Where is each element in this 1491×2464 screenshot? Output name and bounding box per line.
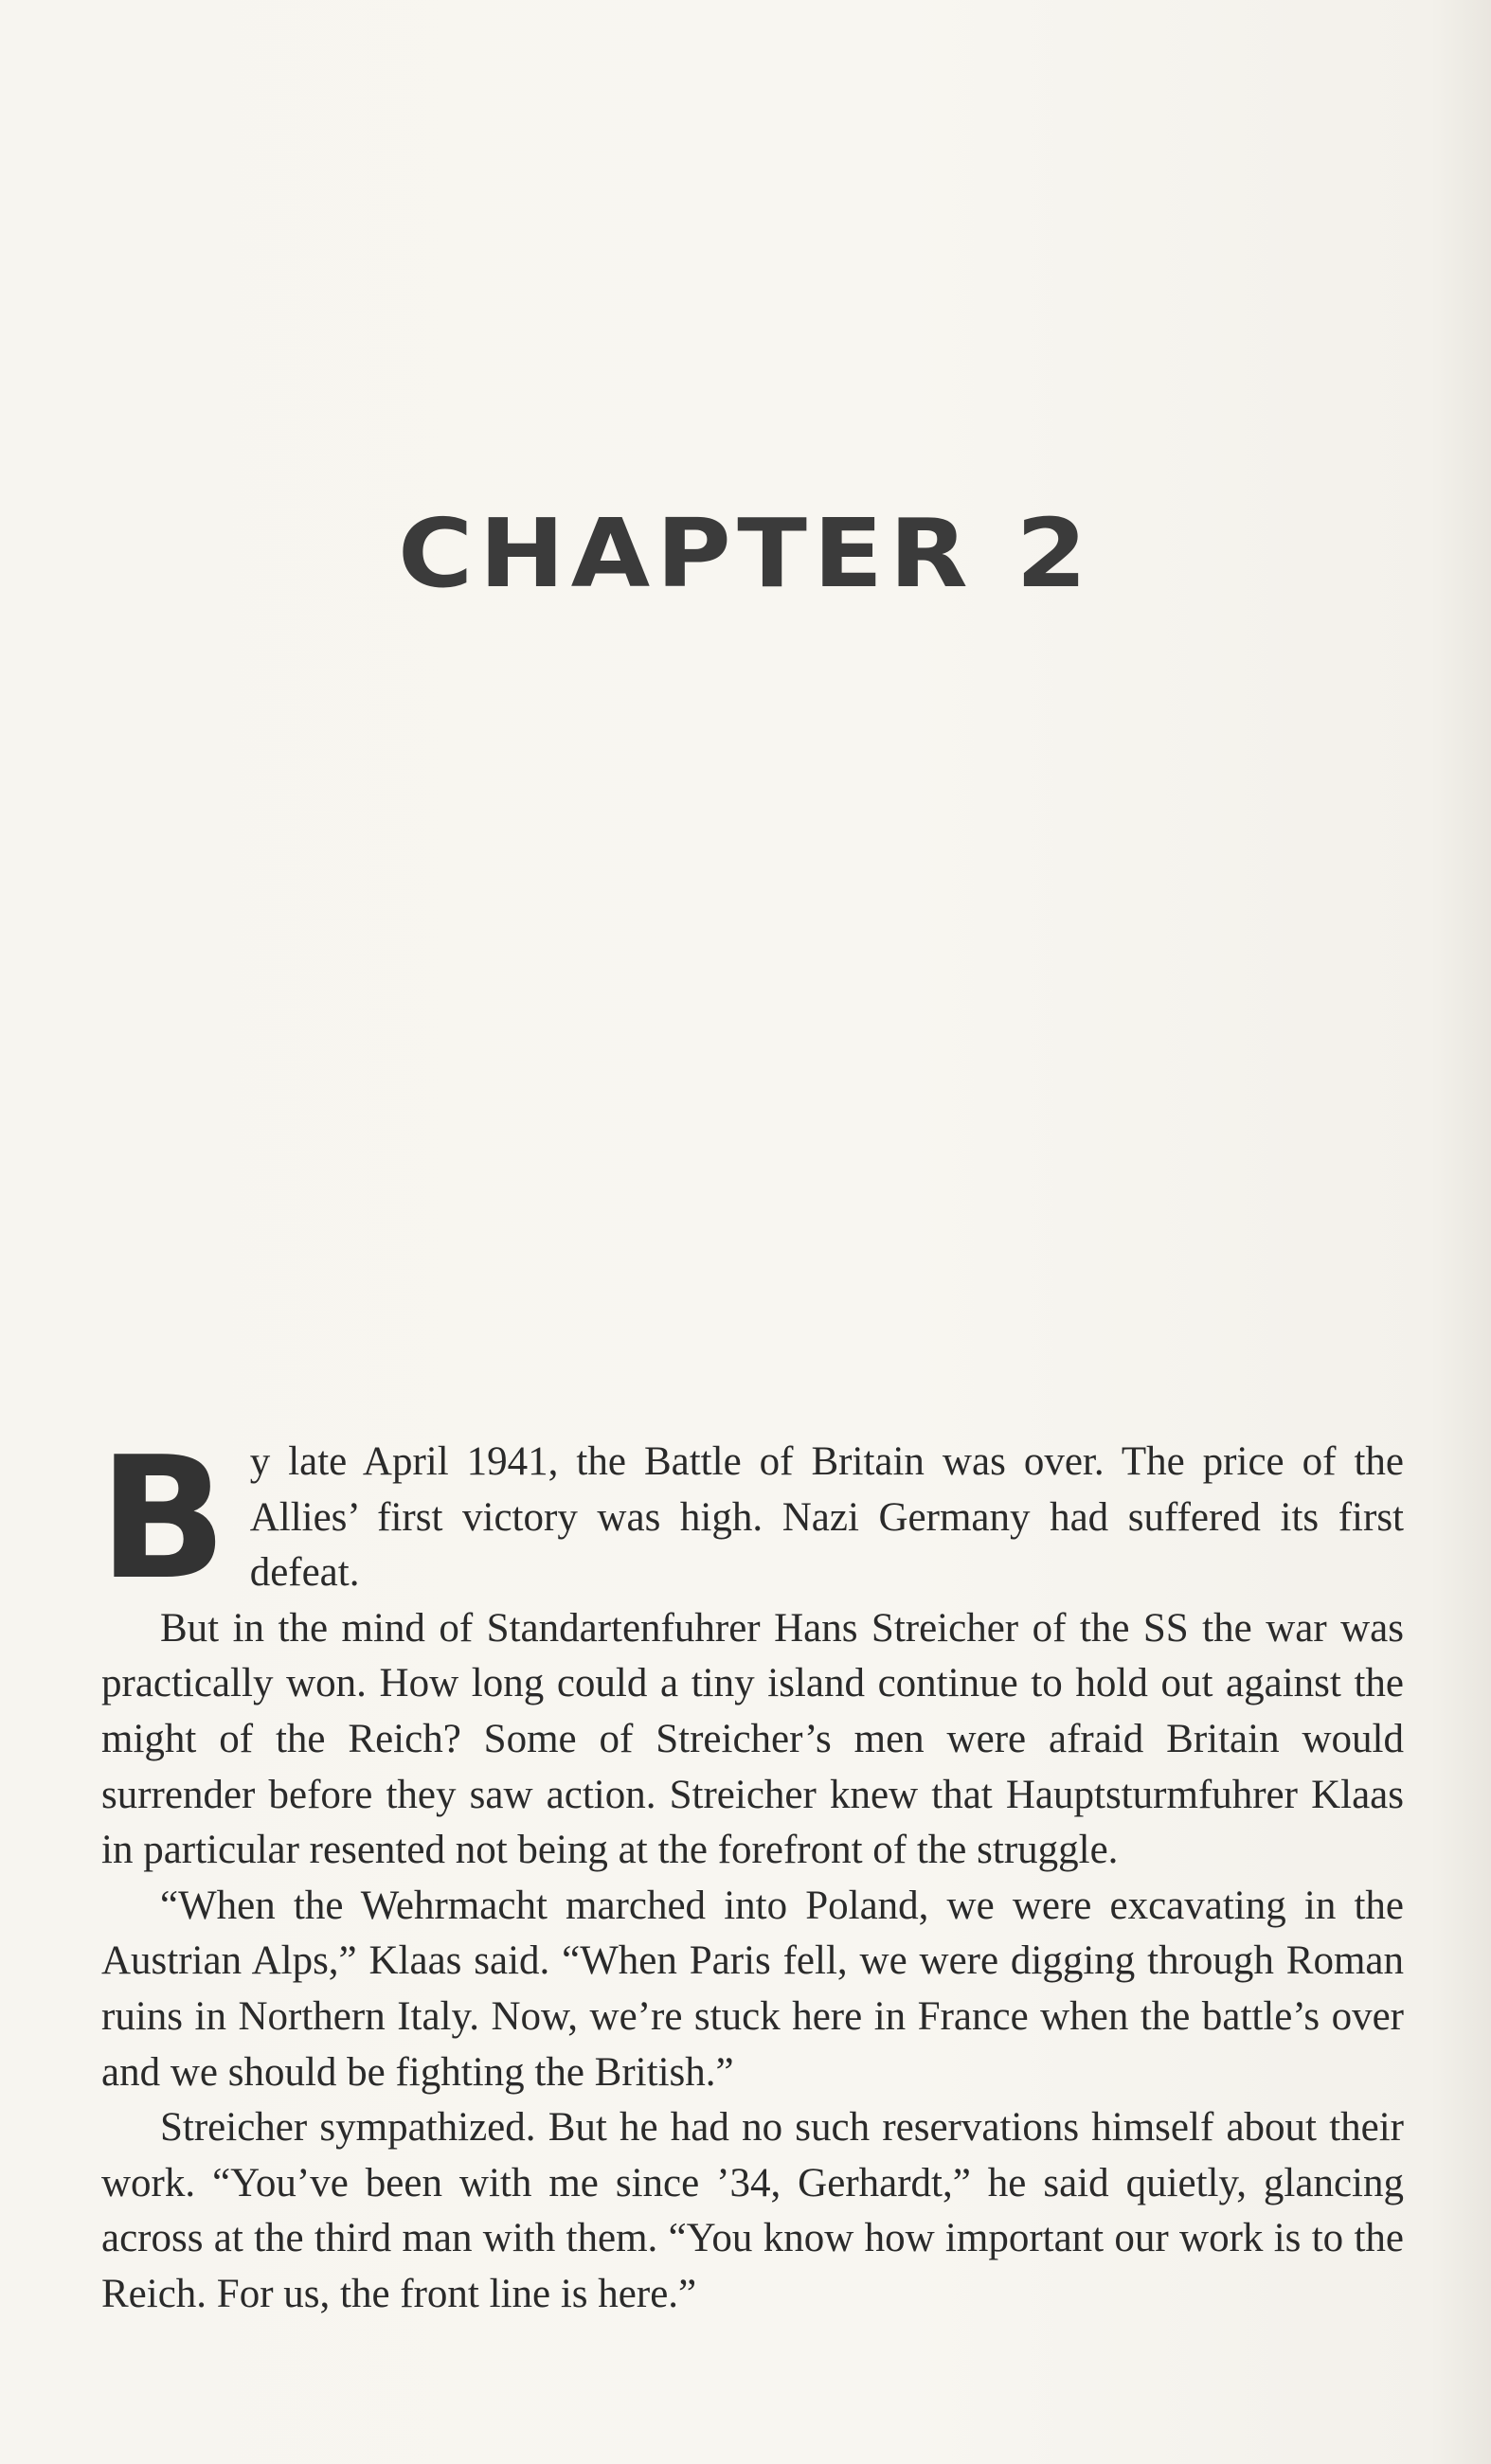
paragraph-1 (99, 1420, 1404, 1616)
paragraph-2: But in the mind of Standartenfuhrer Hans Streicher of the SS the war was practically won. How long could a tiny island continue to hold out against the might of the Reich? Some of Streicher’s men were afraid Britain would surrender before they saw action. Streicher knew that Hauptsturmfuhrer Klaas in particular resented not being at the forefront of the struggle. (101, 1605, 1404, 1873)
chapter-body (99, 1420, 1404, 2323)
drop-cap: B (99, 1420, 227, 1616)
paragraph-3: “When the Wehrmacht marched into Poland, we were excavating in the Austrian Alps,” Klaas said. “When Paris fell, we were digging through Roman ruins in Northern Italy. Now, we’re stuck here in France when the battle’s over and we should be fighting the British.” (101, 1883, 1404, 2095)
chapter-title: CHAPTER 2 (397, 498, 1094, 609)
paragraph-1-text: y late April 1941, the Battle of Britain was over. The price of the Allies’ first victory was high. Nazi Germany had suffered its first defeat. (249, 1439, 1404, 1596)
paragraph-4: Streicher sympathized. But he had no such reservations himself about their work. “You’ve been with me since ’34, Gerhardt,” he said quietly, glancing across at the third man with them. “You know how important our work is to the Reich. For us, the front line is here.” (101, 2105, 1404, 2316)
